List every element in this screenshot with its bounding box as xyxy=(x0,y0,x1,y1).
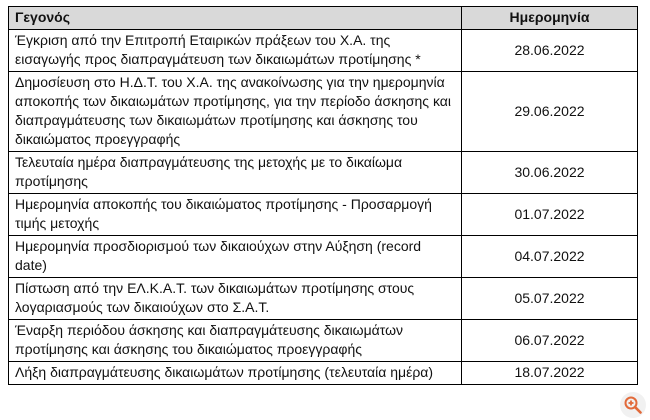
event-cell: Δημοσίευση στο Η.Δ.Τ. του Χ.Α. της ανακοίνωσης για την ημερομηνία αποκοπής των δικαιωμάτων προτίμησης, για την περίοδο άσκησης και διαπραγμάτευσης των δικαιωμάτων προτίμησης και άσκησης του δικαιώματος προεγγραφής xyxy=(9,72,462,152)
date-cell: 29.06.2022 xyxy=(462,72,638,152)
events-timetable xyxy=(8,6,638,385)
table-row xyxy=(9,194,638,236)
event-cell: Τελευταία ημέρα διαπραγμάτευσης της μετοχής με το δικαίωμα προτίμησης xyxy=(9,152,462,194)
event-cell: Πίστωση από την ΕΛ.Κ.Α.Τ. των δικαιωμάτων προτίμησης στους λογαριασμούς των δικαιούχων στο Σ.Α.Τ. xyxy=(9,278,462,320)
table-row xyxy=(9,362,638,385)
zoom-button[interactable] xyxy=(620,392,646,418)
table-row xyxy=(9,152,638,194)
date-cell: 28.06.2022 xyxy=(462,30,638,72)
table-row xyxy=(9,320,638,362)
header-date: Ημερομηνία xyxy=(462,7,638,30)
event-cell: Έγκριση από την Επιτροπή Εταιρικών πράξεων του Χ.Α. της εισαγωγής προς διαπραγμάτευση των δικαιωμάτων προτίμησης * xyxy=(9,30,462,72)
event-cell: Λήξη διαπραγμάτευσης δικαιωμάτων προτίμησης (τελευταία ημέρα) xyxy=(9,362,462,385)
event-cell: Έναρξη περιόδου άσκησης και διαπραγμάτευσης δικαιωμάτων προτίμησης και άσκησης του δικαιώματος προεγγραφής xyxy=(9,320,462,362)
date-cell: 18.07.2022 xyxy=(462,362,638,385)
date-cell: 04.07.2022 xyxy=(462,236,638,278)
date-cell: 01.07.2022 xyxy=(462,194,638,236)
event-cell: Ημερομηνία προσδιορισμού των δικαιούχων στην Αύξηση (record date) xyxy=(9,236,462,278)
date-cell: 05.07.2022 xyxy=(462,278,638,320)
table-row xyxy=(9,236,638,278)
event-cell: Ημερομηνία αποκοπής του δικαιώματος προτίμησης - Προσαρμογή τιμής μετοχής xyxy=(9,194,462,236)
table-row xyxy=(9,278,638,320)
header-event: Γεγονός xyxy=(9,7,462,30)
zoom-in-icon xyxy=(623,395,643,415)
table-row xyxy=(9,72,638,152)
date-cell: 06.07.2022 xyxy=(462,320,638,362)
table-row xyxy=(9,30,638,72)
table-header-row xyxy=(9,7,638,30)
date-cell: 30.06.2022 xyxy=(462,152,638,194)
events-timetable-container xyxy=(8,6,638,385)
